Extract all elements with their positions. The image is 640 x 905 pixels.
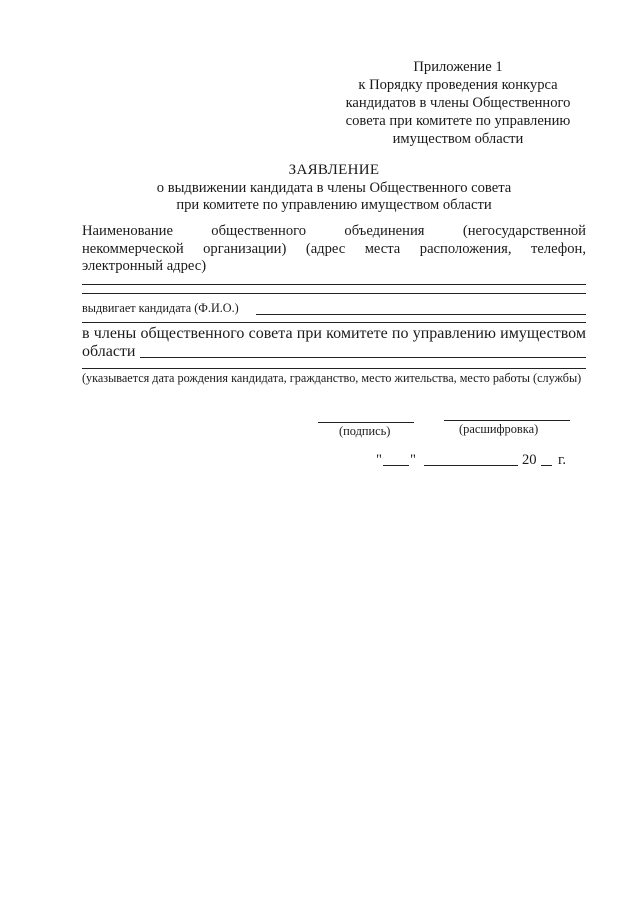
document-subtitle-2: при комитете по управлению имуществом области bbox=[176, 197, 492, 213]
appendix-line-4: совета при комитете по управлению bbox=[345, 113, 571, 129]
appendix-line-2: к Порядку проведения конкурса bbox=[358, 77, 558, 93]
date-close-quote: " bbox=[410, 452, 416, 468]
candidate-name-field-line bbox=[256, 314, 586, 315]
document-subtitle-1: о выдвижении кандидата в члены Общественного совета bbox=[156, 179, 512, 196]
date-open-quote: " bbox=[376, 452, 382, 468]
member-line-2-row bbox=[82, 343, 586, 361]
appendix-line-1: Приложение 1 bbox=[413, 59, 503, 75]
appendix-line-5: имуществом области bbox=[392, 131, 524, 147]
signature-label: (подпись) bbox=[339, 424, 391, 438]
transcript-line bbox=[444, 420, 570, 421]
member-field-line-2 bbox=[82, 368, 586, 369]
organization-field-line-1 bbox=[82, 284, 586, 285]
transcript-label: (расшифровка) bbox=[459, 422, 539, 436]
organization-field-line-2 bbox=[82, 293, 586, 294]
instructions: (указывается дата рождения кандидата, гражданство, место жительства, место работы (службы) bbox=[82, 371, 582, 385]
appendix-header bbox=[328, 58, 588, 148]
member-line-2: области bbox=[82, 343, 136, 360]
signature-line bbox=[318, 422, 414, 423]
organization-paragraph: Наименование общественного объединения (негосударственной некоммерческой организации) (адрес места расположения, телефон, электронный адрес) bbox=[82, 223, 586, 274]
member-line-1: в члены общественного совета при комитете по управлению имуществом bbox=[82, 325, 586, 342]
document-title: ЗАЯВЛЕНИЕ bbox=[288, 162, 380, 178]
date-day-line bbox=[383, 465, 409, 466]
candidate-name-field-line-2 bbox=[82, 322, 586, 323]
nominates-label: выдвигает кандидата (Ф.И.О.) bbox=[82, 301, 239, 315]
date-year-suffix: г. bbox=[558, 452, 566, 468]
date-month-line bbox=[424, 465, 518, 466]
date-year-line bbox=[541, 465, 552, 466]
member-field-line bbox=[140, 357, 586, 358]
title-block bbox=[82, 162, 586, 215]
date-year-prefix: 20 bbox=[522, 452, 537, 468]
appendix-line-3: кандидатов в члены Общественного bbox=[345, 95, 571, 111]
